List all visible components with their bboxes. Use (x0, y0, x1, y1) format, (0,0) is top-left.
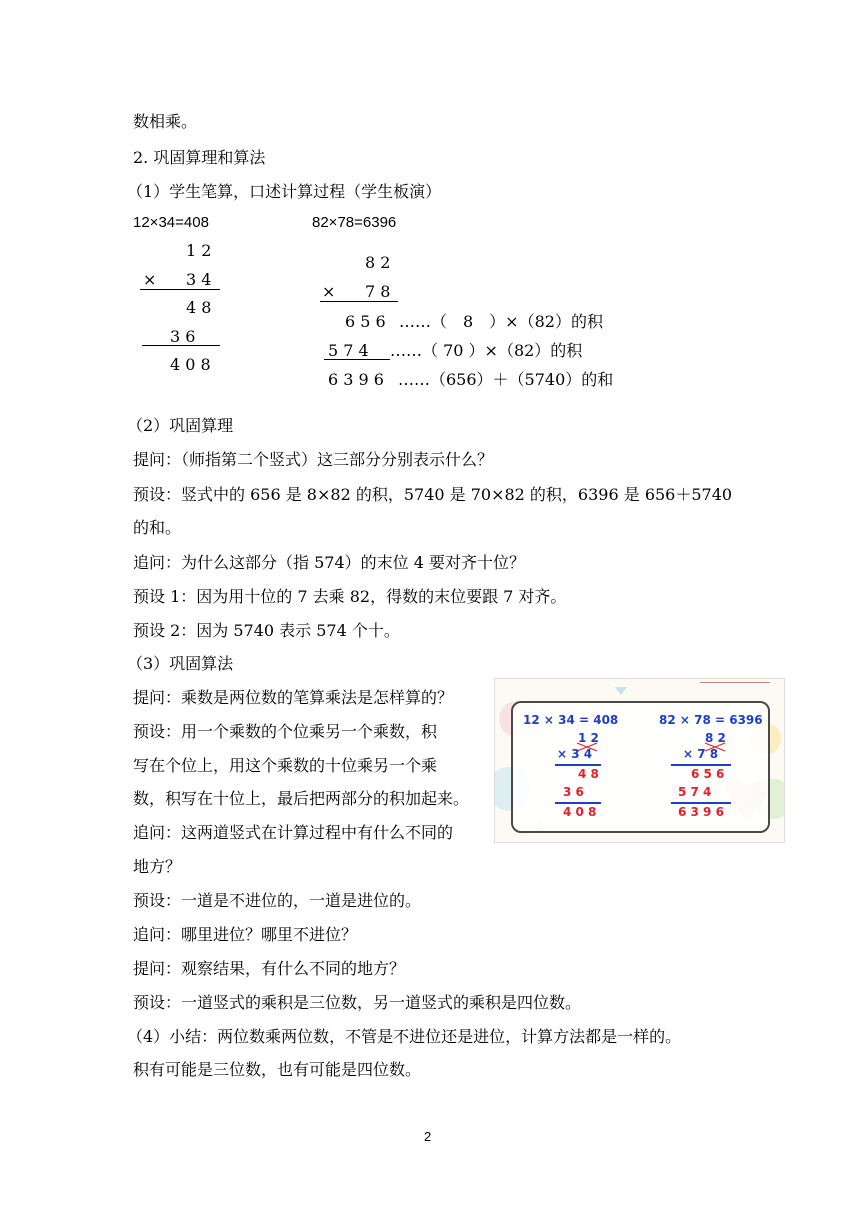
slide-a-product: 4 0 8 (563, 805, 597, 819)
text-line: 提问：（师指第二个竖式）这三部分分别表示什么？ (133, 450, 494, 469)
multiplicand: 8 2 (365, 253, 391, 272)
multiplicand: 1 2 (186, 241, 212, 260)
calc-rule (140, 289, 220, 290)
text-line: 追问：哪里进位？哪里不进位？ (133, 925, 358, 944)
multiplier: 7 8 (365, 282, 391, 301)
partial-product-1-note: ……（ 8 ）×（82）的积 (399, 312, 603, 331)
slide-rule (555, 802, 601, 804)
partial-product-1: 4 8 (186, 298, 212, 317)
subsection-heading: （1）学生笔算，口述计算过程（学生板演） (127, 182, 442, 201)
product-note: ……（656）＋（5740）的和 (398, 370, 614, 389)
text-line: 预设：一道是不进位的，一道是进位的。 (133, 891, 422, 910)
slide-a-multiplier: × 3 4 (557, 747, 593, 761)
summary-line: （4）小结：两位数乘两位数，不管是不进位还是进位，计算方法都是一样的。 (127, 1027, 682, 1046)
slide-equation-2: 82 × 78 = 6396 (659, 713, 763, 727)
times-sign: × (143, 270, 157, 289)
equation-label: 12×34=408 (133, 214, 209, 231)
slide-rule (671, 802, 731, 804)
text-line: 积有可能是三位数，也有可能是四位数。 (133, 1060, 422, 1079)
subsection-heading: （3）巩固算法 (127, 654, 234, 673)
text-line: 数，积写在十位上，最后把两部分的积加起来。 (133, 789, 470, 808)
slide-equation-1: 12 × 34 = 408 (523, 713, 619, 727)
page-number: 2 (424, 1129, 432, 1144)
subsection-heading: （2）巩固算理 (127, 416, 234, 435)
product: 4 0 8 (170, 355, 211, 374)
calc-rule (324, 359, 390, 360)
text-line: 预设 1：因为用十位的 7 去乘 82，得数的末位要跟 7 对齐。 (133, 587, 567, 606)
partial-product-2: 3 6 (170, 327, 196, 346)
text-line: 的和。 (133, 518, 182, 537)
text-line: 数相乘。 (133, 112, 198, 131)
slide-rule (555, 764, 601, 766)
calc-rule (142, 345, 220, 346)
slide-b-multiplier: × 7 8 (683, 747, 719, 761)
text-line: 追问：为什么这部分（指 574）的末位 4 要对齐十位？ (133, 553, 525, 572)
product: 6 3 9 6 (328, 370, 384, 389)
times-sign: × (322, 282, 336, 301)
multiplier: 3 4 (186, 270, 212, 289)
text-line: 预设：一道竖式的乘积是三位数，另一道竖式的乘积是四位数。 (133, 993, 582, 1012)
slide-b-partial-1: 6 5 6 (691, 767, 725, 781)
slide-panel (511, 701, 770, 833)
slide-logo-icon (700, 682, 770, 693)
slide-a-partial-1: 4 8 (578, 767, 599, 781)
slide-rule (671, 764, 731, 766)
partial-product-1: 6 5 6 (345, 312, 386, 331)
equation-label: 82×78=6396 (312, 214, 397, 231)
text-line: 预设 2：因为 5740 表示 574 个十。 (133, 621, 400, 640)
text-line: 提问：乘数是两位数的笔算乘法是怎样算的？ (133, 688, 454, 707)
courseware-slide-image (494, 678, 785, 843)
text-line: 提问：观察结果，有什么不同的地方？ (133, 959, 406, 978)
slide-b-partial-2: 5 7 4 (678, 785, 712, 799)
slide-a-partial-2: 3 6 (563, 785, 584, 799)
text-line: 预设：竖式中的 656 是 8×82 的积，5740 是 70×82 的积，6396 是 656＋5740 (133, 485, 733, 504)
slide-b-multiplicand: 8 2 (705, 731, 726, 745)
text-line: 追问：这两道竖式在计算过程中有什么不同的 (133, 823, 454, 842)
text-line: 预设：用一个乘数的个位乘另一个乘数，积 (133, 722, 438, 741)
text-line: 写在个位上，用这个乘数的十位乘另一个乘 (133, 756, 438, 775)
slide-b-product: 6 3 9 6 (678, 805, 724, 819)
section-heading: 2. 巩固算理和算法 (133, 148, 266, 167)
partial-product-2: 5 7 4 (328, 341, 369, 360)
partial-product-2-note: ……（ 70 ）×（82）的积 (390, 341, 583, 360)
text-line: 地方？ (133, 857, 182, 876)
slide-a-multiplicand: 1 2 (578, 731, 599, 745)
calc-rule (320, 301, 398, 302)
